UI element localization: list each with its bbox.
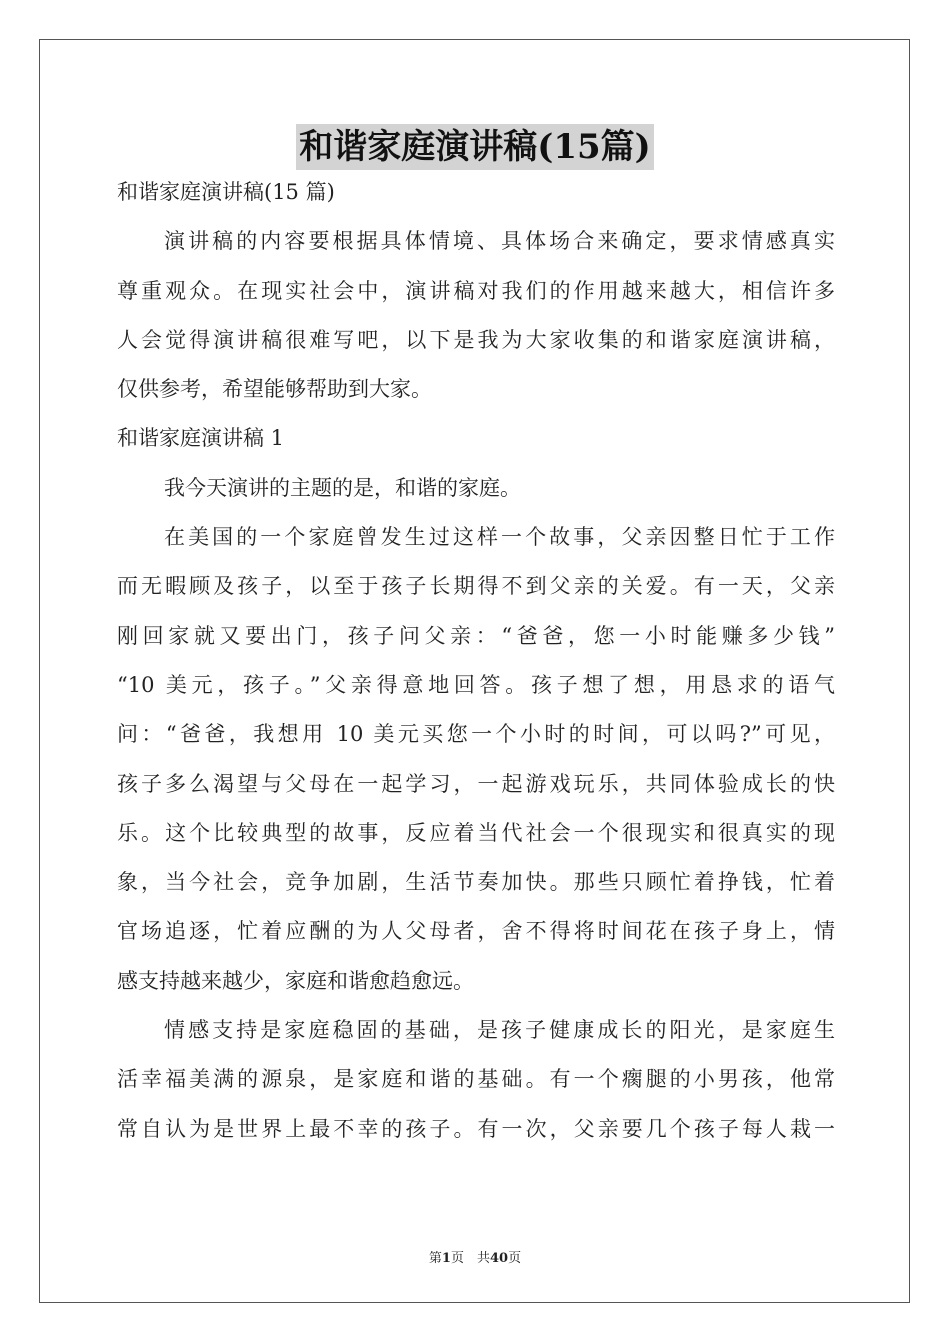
text-line: 活幸福美满的源泉，是家庭和谐的基础。有一个瘸腿的小男孩，他常 xyxy=(117,1067,835,1092)
text-line: 问：“爸爸，我想用 10 美元买您一个小时的时间，可以吗?”可见， xyxy=(117,722,835,747)
text-line: 尊重观众。在现实社会中，演讲稿对我们的作用越来越大，相信许多 xyxy=(117,278,835,303)
text-line: 和谐家庭演讲稿(15 篇) xyxy=(117,180,335,204)
page-footer xyxy=(0,1247,950,1266)
text-line: 刚回家就又要出门，孩子问父亲：“爸爸，您一小时能赚多少钱” xyxy=(117,623,835,648)
text-line: 感支持越来越少，家庭和谐愈趋愈远。 xyxy=(117,968,474,993)
text-line: 在美国的一个家庭曾发生过这样一个故事，父亲因整日忙于工作 xyxy=(164,525,835,550)
text-line: 情感支持是家庭稳固的基础，是孩子健康成长的阳光，是家庭生 xyxy=(164,1018,835,1043)
title-container xyxy=(0,124,950,170)
footer-prefix: 第 xyxy=(428,1251,442,1266)
text-line: 和谐家庭演讲稿 1 xyxy=(117,426,285,451)
document-title: 和谐家庭演讲稿(15篇) xyxy=(296,124,654,170)
text-line: 仅供参考，希望能够帮助到大家。 xyxy=(117,377,432,402)
text-line: “10 美元，孩子。”父亲得意地回答。孩子想了想，用恳求的语气 xyxy=(117,672,835,697)
text-line: 我今天演讲的主题的是，和谐的家庭。 xyxy=(164,475,521,500)
footer-middle: 页 共 xyxy=(450,1251,490,1266)
text-line: 官场追逐，忙着应酬的为人父母者，舍不得将时间花在孩子身上，情 xyxy=(117,919,835,944)
text-line: 孩子多么渴望与父母在一起学习，一起游戏玩乐，共同体验成长的快 xyxy=(117,771,835,796)
total-page-count: 40 xyxy=(489,1251,509,1266)
text-line: 乐。这个比较典型的故事，反应着当代社会一个很现实和很真实的现 xyxy=(117,820,835,845)
text-line: 人会觉得演讲稿很难写吧，以下是我为大家收集的和谐家庭演讲稿， xyxy=(117,327,835,352)
current-page-number: 1 xyxy=(441,1251,451,1266)
text-line: 常自认为是世界上最不幸的孩子。有一次，父亲要几个孩子每人栽一 xyxy=(117,1116,835,1141)
text-line: 而无暇顾及孩子，以至于孩子长期得不到父亲的关爱。有一天，父亲 xyxy=(117,574,835,599)
text-line: 演讲稿的内容要根据具体情境、具体场合来确定，要求情感真实 xyxy=(164,229,835,254)
text-line: 象，当今社会，竞争加剧，生活节奏加快。那些只顾忙着挣钱，忙着 xyxy=(117,870,835,895)
document-body xyxy=(117,180,835,1166)
footer-suffix: 页 xyxy=(508,1251,522,1266)
